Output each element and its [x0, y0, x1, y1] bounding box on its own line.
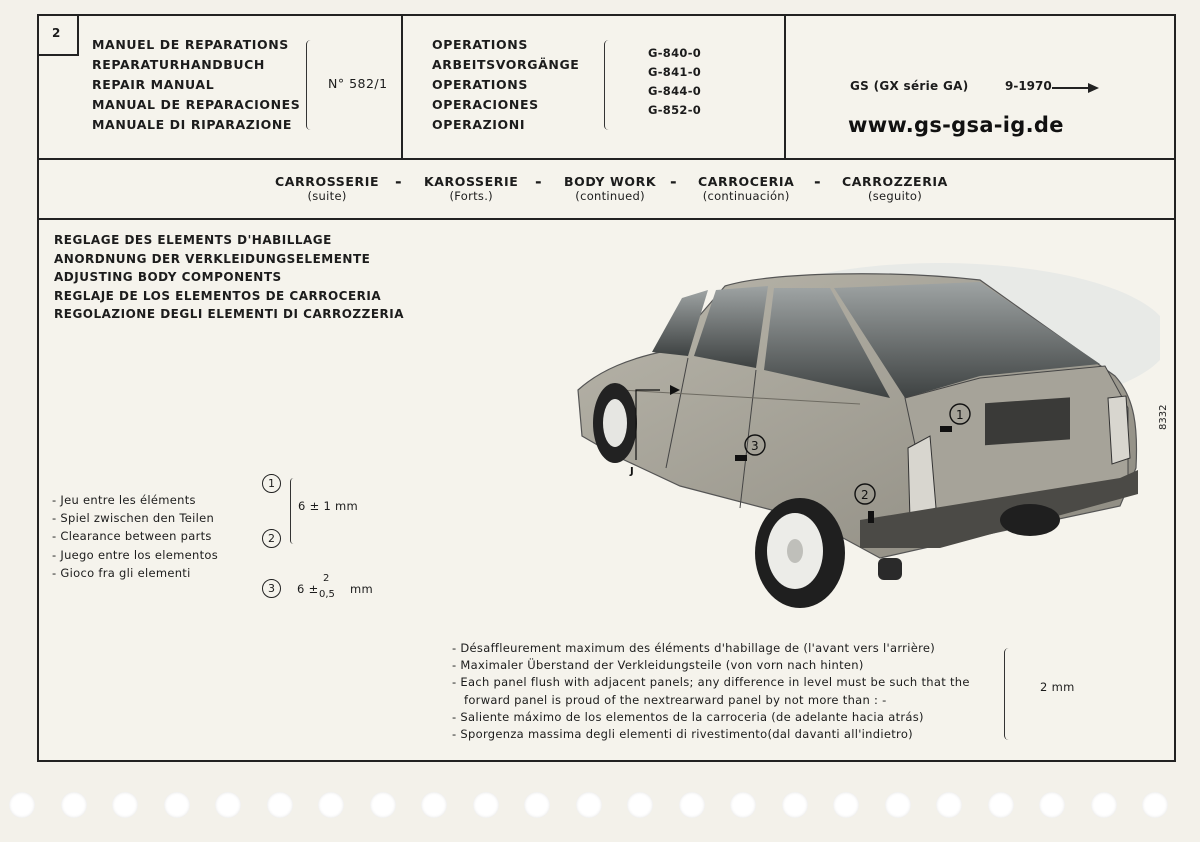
binder-hole [473, 792, 499, 818]
flush-value: 2 mm [1040, 680, 1075, 694]
figure-label-j: J [630, 466, 634, 477]
flush-line-es: - Saliente máximo de los elementos de la carroceria (de adelante hacia atrás) [452, 709, 924, 724]
gap-label-es: - Juego entre los elementos [52, 547, 219, 562]
operation-codes [648, 44, 701, 120]
manual-title-es: MANUAL DE REPARACIONES [92, 97, 301, 112]
marker-2: 2 [262, 529, 281, 548]
operations-title-it: OPERAZIONI [432, 117, 526, 132]
binder-hole [524, 792, 550, 818]
website-link[interactable]: www.gs-gsa-ig.de [848, 113, 1064, 137]
operations-titles [432, 35, 579, 135]
flush-line-it: - Sporgenza massima degli elementi di rivestimento(dal davanti all'indietro) [452, 727, 913, 742]
operations-title-de: ARBEITSVORGÄNGE [432, 57, 580, 72]
binder-hole [318, 792, 344, 818]
binder-hole [679, 792, 705, 818]
heading-it: REGOLAZIONE DEGLI ELEMENTI DI CARROZZERIA [54, 307, 405, 321]
binder-hole [1039, 792, 1065, 818]
model-label: GS (GX série GA) [850, 79, 969, 93]
tolerance-3-base: 6 ± [297, 582, 319, 596]
figure-number: 8332 [1158, 404, 1169, 430]
operation-code: G-852-0 [648, 103, 702, 117]
flush-line-de: - Maximaler Überstand der Verkleidungsteile (von vorn nach hinten) [452, 658, 864, 673]
heading-de: ANORDNUNG DER VERKLEIDUNGSELEMENTE [54, 251, 371, 266]
marker-1: 1 [262, 474, 281, 493]
binder-hole [164, 792, 190, 818]
car-marker-1: 1 [956, 408, 964, 422]
binder-hole [936, 792, 962, 818]
brace-gap [290, 478, 297, 544]
brace-flush [1004, 648, 1013, 740]
binder-hole [9, 792, 35, 818]
section-divider [39, 218, 1174, 220]
tolerance-3-lower: 0,5 [319, 589, 335, 600]
binder-hole [627, 792, 653, 818]
section-band [240, 172, 975, 212]
binder-hole [1091, 792, 1117, 818]
separator: - [395, 172, 402, 191]
manual-title-de: REPARATURHANDBUCH [92, 57, 265, 72]
tolerance-3-upper: 2 [323, 573, 330, 584]
gap-label-it: - Gioco fra gli elementi [52, 565, 191, 580]
header-col-divider-1 [401, 16, 403, 158]
manual-titles [92, 35, 300, 135]
flush-line-fr: - Désaffleurement maximum des éléments d'habillage de (l'avant vers l'arrière) [452, 641, 936, 655]
section-item-es: CARROCERIA (continuación) [698, 174, 795, 203]
binder-hole [1142, 792, 1168, 818]
binder-hole [112, 792, 138, 818]
tolerance-3-unit: mm [350, 582, 374, 596]
binder-hole [267, 792, 293, 818]
page-number: 2 [52, 26, 61, 40]
arrow-right-icon [1052, 82, 1100, 94]
manual-title-en: REPAIR MANUAL [92, 77, 215, 92]
header-divider [39, 158, 1174, 160]
content-headings [54, 231, 404, 324]
page-number-box [39, 16, 79, 56]
binder-hole [782, 792, 808, 818]
tolerance-1-2: 6 ± 1 mm [298, 499, 359, 513]
separator: - [670, 172, 677, 191]
gap-label-de: - Spiel zwischen den Teilen [52, 511, 215, 526]
separator: - [814, 172, 821, 191]
binder-hole [730, 792, 756, 818]
separator: - [535, 172, 542, 191]
brace-operations [604, 40, 613, 130]
binder-hole [833, 792, 859, 818]
binder-hole [370, 792, 396, 818]
section-item-en: BODY WORK (continued) [564, 174, 657, 203]
marker-3: 3 [262, 579, 281, 598]
section-item-de: KAROSSERIE (Forts.) [424, 174, 519, 203]
binder-hole [885, 792, 911, 818]
manual-title-it: MANUALE DI RIPARAZIONE [92, 117, 293, 132]
manual-number: N° 582/1 [328, 76, 388, 91]
binder-hole [421, 792, 447, 818]
operations-title-fr: OPERATIONS [432, 37, 528, 52]
operations-title-en: OPERATIONS [432, 77, 528, 92]
binder-hole [576, 792, 602, 818]
operation-code: G-840-0 [648, 46, 702, 60]
section-item-fr: CARROSSERIE (suite) [275, 174, 380, 203]
operations-title-es: OPERACIONES [432, 97, 539, 112]
heading-es: REGLAJE DE LOS ELEMENTOS DE CARROCERIA [54, 288, 382, 303]
gap-label-en: - Clearance between parts [52, 529, 212, 544]
binder-hole [215, 792, 241, 818]
date-label: 9-1970 [1005, 79, 1052, 93]
car-photo [560, 258, 1160, 613]
brace-manual [306, 40, 315, 130]
binder-hole [61, 792, 87, 818]
heading-fr: REGLAGE DES ELEMENTS D'HABILLAGE [54, 233, 332, 247]
gap-label-fr: - Jeu entre les éléments [52, 493, 196, 507]
gap-labels [52, 491, 218, 582]
car-marker-3: 3 [751, 439, 759, 453]
operation-code: G-844-0 [648, 84, 702, 98]
header-col-divider-2 [784, 16, 786, 158]
heading-en: ADJUSTING BODY COMPONENTS [54, 270, 282, 284]
section-item-it: CARROZZERIA (seguito) [842, 174, 948, 203]
binder-holes [0, 792, 1200, 822]
operation-code: G-841-0 [648, 65, 702, 79]
flush-line-en: - Each panel flush with adjacent panels; any difference in level must be such that the [452, 675, 970, 690]
flush-line-en-cont: forward panel is proud of the nextrearward panel by not more than : - [464, 692, 887, 707]
car-marker-2: 2 [861, 488, 869, 502]
manual-title-fr: MANUEL DE REPARATIONS [92, 37, 289, 52]
flush-text [452, 640, 970, 743]
binder-hole [988, 792, 1014, 818]
